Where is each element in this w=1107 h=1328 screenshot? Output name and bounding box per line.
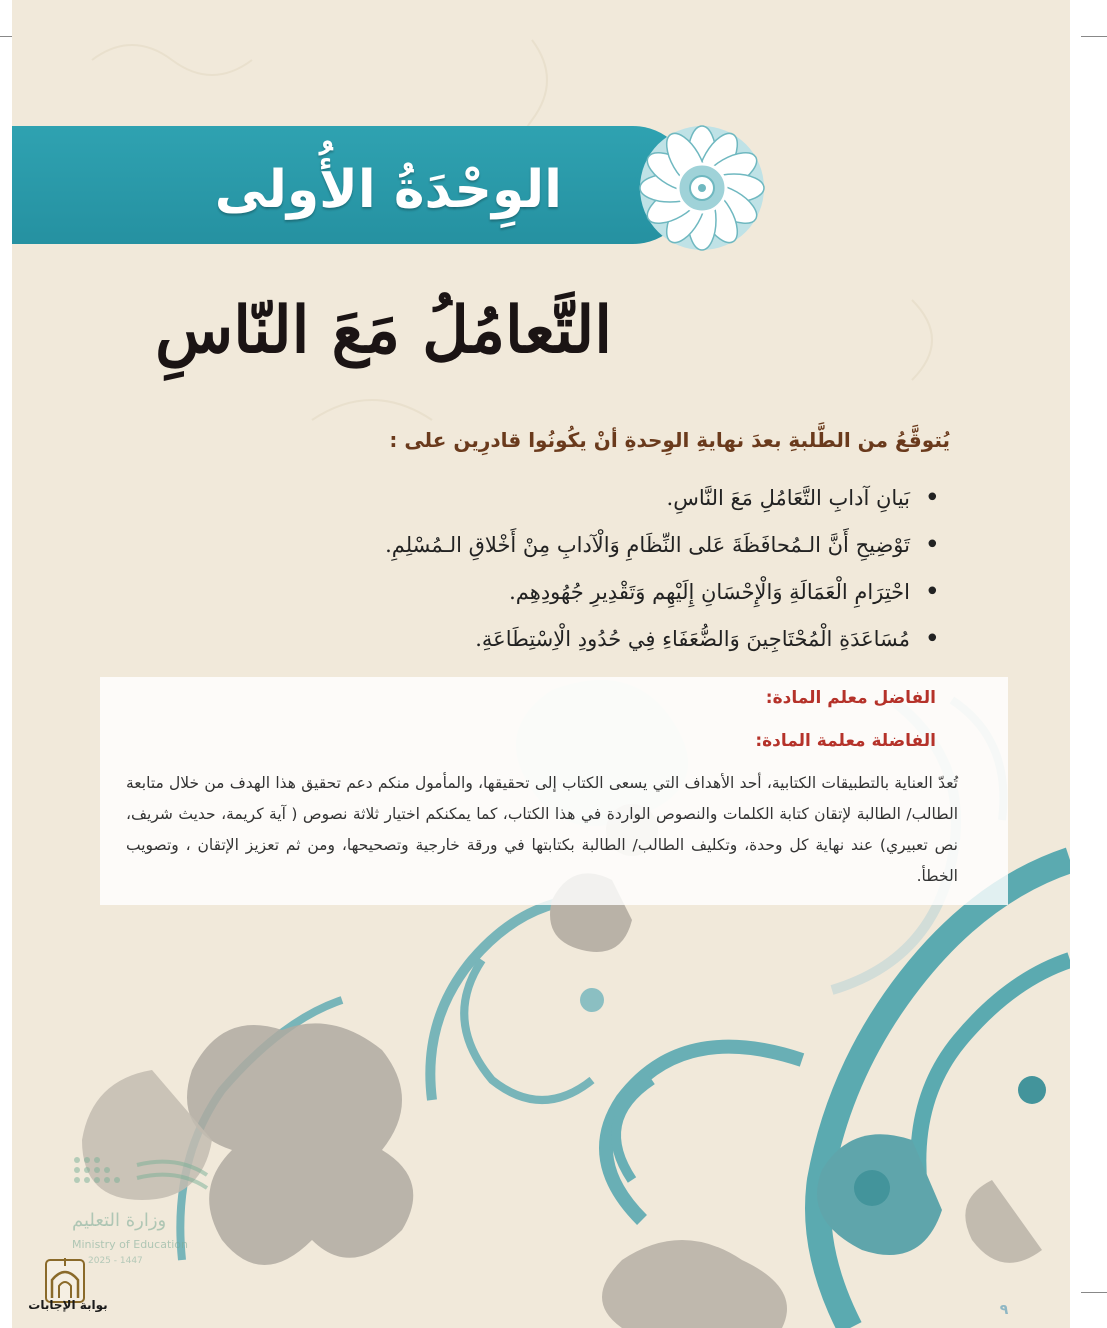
objective-item: • احْتِرَامِ الْعَمَالَةِ وَالْإِحْسَانِ إِلَيْهِم وَتَقْدِيرِ جُهُودِهِم. (180, 572, 940, 619)
site-logo-icon (44, 1254, 86, 1304)
objective-item: • بَيانِ آدابِ التَّعَامُلِ مَعَ النَّاسِ. (180, 478, 940, 525)
book-page (12, 0, 1070, 1328)
objective-item: • تَوْضِيحِ أَنَّ الـمُحافَظَةَ عَلى النِّظَامِ وَالْآدابِ مِنْ أَخْلاقِ الـمُسْلِمِ. (180, 525, 940, 572)
rosette-medallion-icon (632, 118, 772, 258)
site-name: بوابة الإجابات (28, 1298, 108, 1312)
objectives-list (180, 478, 940, 666)
teacher-note-body: تُعدّ العناية بالتطبيقات الكتابية، أحد الأهداف التي يسعى الكتاب إلى تحقيقها، والمأمول منكم دعم تحقيق هذا الهدف من خلال متابعة الطالب/ الطالبة لإتقان كتابة الكلمات والنصوص الواردة في هذا الكتاب، كما يمكنكم اختيار ثلاثة نصوص ( آية كريمة، حديث شريف، نص تعبيري) عند نهاية كل وحدة، وتكليف الطالب/ الطالبة بكتابتها في ورقة خارجية وتصحيحها، ومن ثم تعزيز الإتقان ، وتصويب الخطأ. (126, 774, 958, 885)
crop-mark (1081, 1292, 1107, 1293)
page-number: ٩ (999, 1302, 1009, 1318)
unit-title: الوِحْدَةُ الأُولى (214, 160, 562, 220)
objective-item: • مُسَاعَدَةِ الْمُحْتَاجِينَ وَالضُّعَفَاءِ فِي حُدُودِ الْاِسْتِطَاعَةِ. (180, 619, 940, 666)
ministry-name-ar: وزارة التعليم (72, 1210, 167, 1231)
lesson-title: التَّعامُلُ مَعَ النّاسِ (155, 293, 612, 368)
note-heading-female: الفاضلة معلمة المادة: (755, 731, 936, 751)
note-heading-male: الفاضل معلم المادة: (765, 688, 936, 708)
crop-mark (1081, 36, 1107, 37)
edition-year: 2025 - 1447 (88, 1256, 143, 1266)
ministry-name-en: Ministry of Education (72, 1238, 189, 1251)
objectives-intro: يُتوقَّعُ من الطَّلبةِ بعدَ نهايةِ الوِحدةِ أنْ يكُونُوا قادرِين على : (389, 428, 950, 452)
